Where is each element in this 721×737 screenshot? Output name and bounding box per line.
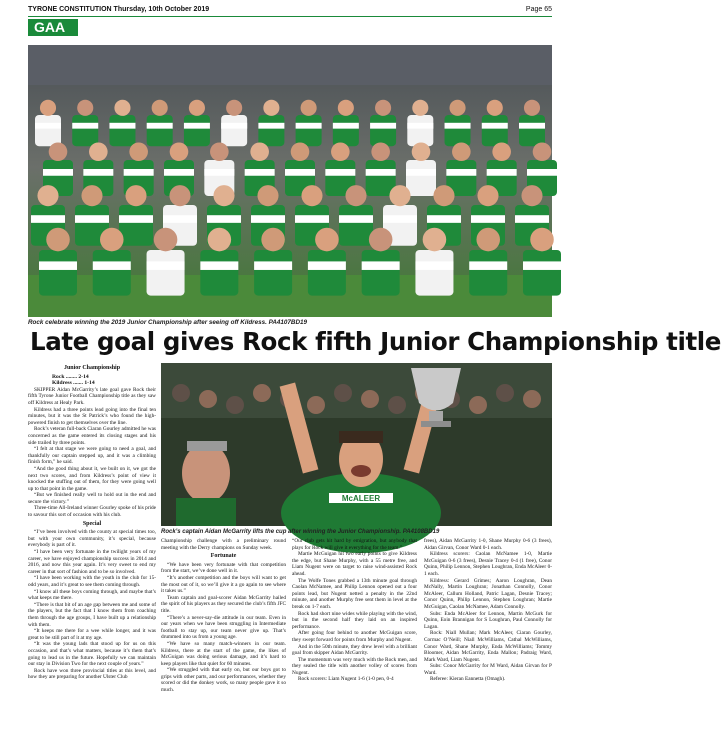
paragraph: “I’ve been involved with the county at special times too, but with your own community, it’s special, because everybody is part of it. — [28, 529, 156, 549]
photo1-caption: Rock celebrate winning the 2019 Junior Championship after seeing off Kildress. PA4107BD19 — [28, 319, 308, 326]
player-figure — [308, 250, 346, 296]
jersey-band — [339, 215, 373, 223]
player-head — [189, 100, 205, 116]
player-figure — [406, 160, 436, 196]
paragraph: “It’s another competition and the boys will want to get the most out of it, so we’ll give it a go again to see where it takes us.” — [161, 574, 286, 595]
jersey-band — [245, 169, 275, 176]
player-head — [49, 142, 68, 161]
player-figure — [109, 115, 135, 146]
player-figure — [407, 115, 433, 146]
jersey-band — [308, 261, 346, 270]
player-head — [477, 185, 498, 206]
jersey-band — [200, 261, 238, 270]
player-head — [125, 185, 146, 206]
score-rock: Rock ........ 2-14 — [52, 373, 89, 380]
player-head — [250, 142, 269, 161]
jersey-band — [164, 169, 194, 176]
article-column-3 — [292, 538, 417, 683]
player-head — [338, 100, 354, 116]
jersey-sponsor-text: McALEER — [341, 494, 381, 503]
jersey-band — [487, 169, 517, 176]
paragraph: “But we finished really well to hold out in the end and secure the victory.” — [28, 492, 156, 505]
player-figure — [519, 115, 545, 146]
player-head — [487, 100, 503, 116]
jersey-band — [221, 123, 247, 129]
score-kildress: Kildress ....... 1-14 — [52, 380, 95, 387]
paragraph: “I know all these boys coming through, and maybe that’s what keeps me there. — [28, 588, 156, 602]
player-figure — [72, 115, 98, 146]
paragraph: “We struggled with that early on, but our boys got to grips with other parts, and our performances, whether they scored or did the donkey work, so many people gave it so much. — [161, 667, 286, 694]
player-head — [369, 228, 393, 252]
player-head — [154, 228, 178, 252]
jersey-band — [366, 169, 396, 176]
subhead-special: Special — [82, 520, 102, 527]
player-head — [114, 100, 130, 116]
paragraph: The Wolfe Tones grabbed a 13th minute goal through Caolan McNamee, and Philip Lennon opened out a four points lead, but Nugent netted a penalty in the 22nd minute, and another Murphy free sent them in level at the break on 1-7 each. — [292, 577, 417, 610]
paragraph: Rock have won three provincial titles at this level, and how they are preparing for another Ulster Club — [28, 667, 156, 681]
player-head — [301, 185, 322, 206]
paragraph: Kildress had a three points lead going into the final ten minutes, but it was the St Patrick’s who found the high-powered finish to get themselves over the line. — [28, 406, 156, 426]
jersey-band — [296, 123, 322, 129]
player-figure — [296, 115, 322, 146]
jersey-band — [184, 123, 210, 129]
paragraph: Referee: Kieran Eannetta (Omagh). — [430, 676, 506, 683]
jersey-band — [370, 123, 396, 129]
player-head — [476, 228, 500, 252]
player-head — [100, 228, 124, 252]
article-column-4 — [424, 538, 552, 683]
paragraph: “And the good thing about it, we built on it, we got the next two scores, and from Kildress’s point of view it knocked the stuffing out of them, for they were going well up to that point in the game. — [28, 465, 156, 492]
player-figure — [119, 205, 153, 246]
photo2-caption: Rock’s captain Aidan McGarrity lifts the cup after winning the Junior Championship. PA4108BD19 — [161, 529, 440, 535]
player-head — [412, 100, 428, 116]
page-header — [28, 6, 552, 16]
fan-figure — [388, 396, 406, 414]
paragraph: Championship challenge with a preliminary round meeting with the Derry champions on Sunday week. — [161, 538, 286, 551]
player-head — [257, 185, 278, 206]
jersey-band — [147, 123, 173, 129]
fan-figure — [334, 384, 352, 402]
jersey-band — [254, 261, 292, 270]
player-figure — [333, 115, 359, 146]
fan-figure — [307, 396, 325, 414]
player-head — [433, 185, 454, 206]
player-figure — [469, 250, 507, 296]
paragraph: frees), Aidan McGarrity 1-0, Shane Murphy 0-6 (3 frees), Aidan Girvan, Conor Ward 0-1 each. — [424, 538, 552, 551]
jersey-band — [251, 215, 285, 223]
paragraph: Rock had short nine wides while playing with the wind, but in the second half they laid on an inspired performance. — [292, 610, 417, 630]
jersey-band — [407, 123, 433, 129]
captain-lifting-cup-photo — [161, 363, 552, 526]
header-rule — [28, 16, 552, 17]
player-head — [389, 185, 410, 206]
fan-figure — [523, 390, 541, 408]
jersey-band — [207, 215, 241, 223]
jersey-band — [124, 169, 154, 176]
fan-figure — [496, 384, 514, 402]
jersey-band — [333, 123, 359, 129]
fan-figure — [469, 396, 487, 414]
article-column-1 — [28, 363, 156, 681]
page-number: Page 65 — [525, 6, 552, 13]
paragraph: Rock’s veteran full-back Ciaran Gourley admitted he was concerned as the game entered its closing stages and his side trailed by three points. — [28, 426, 156, 446]
player-head — [452, 142, 471, 161]
player-head — [533, 142, 552, 161]
player-head — [301, 100, 317, 116]
paragraph: Team captain and goal-scorer Aidan McGarrity hailed the spirit of his players as they secured the club’s fifth JFC title. — [161, 594, 286, 614]
paragraph: “I have been working with the youth in the club for 15-odd years, and it’s great to see them coming through. — [28, 575, 156, 588]
paragraph: “We have been very fortunate with that competition from the start, we’ve done well in it. — [161, 561, 286, 575]
player-figure — [254, 250, 292, 296]
paragraph: Subs: Conor McGarrity for M Ward, Aidan Girvan for P Ward. — [424, 663, 552, 676]
jersey-band — [204, 169, 234, 176]
player-figure — [482, 115, 508, 146]
player-figure — [362, 250, 400, 296]
paragraph: Martie McGuigan hit two early points to give Kildress the edge, but Shane Murphy, with a 55 metre free, and Liam Nugent were on target to raise wind-assisted Rock ahead. — [292, 551, 417, 577]
jersey-band — [119, 215, 153, 223]
jersey-band — [83, 169, 113, 176]
jersey-band — [362, 261, 400, 270]
player-head — [210, 142, 229, 161]
player-head — [375, 100, 391, 116]
jersey-band — [31, 215, 65, 223]
player-figure — [200, 250, 238, 296]
paragraph: “I have been very fortunate in the twilight years of my career, we have enjoyed championship success in 2014 and 2016, and now this year again. It’s very sweet to end my career in that sort of fashion and to be so involved. — [28, 549, 156, 575]
paragraph: “We have so many match-winners in our team. Kildress, there at the start of the game, the likes of McGuigan was doing serious damage, and it’s hard to keep players like that quiet for 60 minutes. — [161, 640, 286, 667]
jersey-band — [43, 169, 73, 176]
player-head — [345, 185, 366, 206]
jersey-band — [527, 169, 557, 176]
paragraph: Kildress scorers: Caolan McNamee 1-0, Martie McGuigan 0-6 (3 frees), Desnie Tracey 0-4 (1 free), Conor Quinn, Philip Lennon, Stephen Loughran, Enda McAleer 0-1 each. — [424, 551, 552, 577]
jersey-band — [445, 123, 471, 129]
player-head — [315, 228, 339, 252]
paragraph: Subs: Enda McAleer for Lennon, Martin McGurk for Quinn, Eoin Brannigan for S Loughran, Paul Connolly for Lagan. — [424, 610, 552, 630]
player-figure — [258, 115, 284, 146]
player-head — [524, 100, 540, 116]
jersey-band — [523, 261, 561, 270]
paragraph: “It keeps me there for a wee while longer, and it was great to be still part of it at my age. — [28, 628, 156, 641]
publication-date: TYRONE CONSTITUTION Thursday, 10th October 2019 — [28, 6, 210, 13]
jersey-band — [469, 261, 507, 270]
article-column-2 — [161, 538, 286, 694]
jersey-band — [163, 215, 197, 223]
jersey-band — [406, 169, 436, 176]
player-head — [77, 100, 93, 116]
jersey-band — [325, 169, 355, 176]
player-head — [263, 100, 279, 116]
player-head — [412, 142, 431, 161]
player-figure — [147, 115, 173, 146]
player-figure — [445, 115, 471, 146]
paragraph: Three-time All-Ireland winner Gourley spoke of his pride to savour this sort of occasion with his club. — [28, 505, 156, 519]
player-head — [226, 100, 242, 116]
player-head — [291, 142, 310, 161]
jersey-band — [515, 215, 549, 223]
player-head — [81, 185, 102, 206]
player-figure — [523, 250, 561, 296]
jersey-band — [75, 215, 109, 223]
headline: Late goal gives Rock fifth Junior Championship title — [30, 327, 721, 356]
jersey-band — [383, 215, 417, 223]
fan-figure — [226, 396, 244, 414]
paragraph: After going four behind to another McGuigan score, they swept forward for points from Murphy and Nugent. — [292, 630, 417, 643]
jersey-band — [482, 123, 508, 129]
player-head — [371, 142, 390, 161]
paragraph: “Our club gets hit hard by emigration, but anybody that plays for Rock will give it everything for the team.” — [292, 538, 417, 551]
jersey-band — [427, 215, 461, 223]
jersey-band — [446, 169, 476, 176]
player-head — [530, 228, 554, 252]
player-head — [213, 185, 234, 206]
fan-figure — [199, 390, 217, 408]
player-figure — [35, 115, 61, 146]
jersey-band — [415, 261, 453, 270]
fan-figure — [172, 384, 190, 402]
fan-figure — [253, 384, 271, 402]
paragraph: “There is that bit of an age gap between me and some of the players, but the fact that I know them from coaching them through the age groups, I have built up a relationship with them. — [28, 601, 156, 628]
player-head — [46, 228, 70, 252]
player-head — [261, 228, 285, 252]
player-figure — [147, 250, 185, 296]
paragraph: “There’s a never-say-die attitude in our team. Even in our years when we have been struggling in Intermediate football to stay up, our team never give up. That’s drummed into us from a young age. — [161, 614, 286, 641]
player-head — [89, 142, 108, 161]
paragraph: And in the 50th minute, they drew level with a brilliant goal from skipper Aidan McGarrity. — [292, 643, 417, 657]
section-tag: GAA — [28, 19, 78, 36]
player-head — [423, 228, 447, 252]
player-figure — [415, 250, 453, 296]
jersey-band — [285, 169, 315, 176]
player-figure — [370, 115, 396, 146]
jersey-band — [93, 261, 131, 270]
paragraph: “I felt at that stage we were going to need a goal, and thankfully our captain stepped up, and it was a climbing finish form,” he said. — [28, 446, 156, 466]
player-head — [449, 100, 465, 116]
jersey-band — [147, 261, 185, 270]
jersey-band — [39, 261, 77, 270]
subhead-fortunate: Fortunate — [210, 553, 237, 560]
team-celebration-photo — [28, 45, 552, 317]
paragraph: “It was the young lads that stood up for us on this occasion, and that’s what matters, because it’s them that’s going to lead us in the future. Hopefully we can maintain our stay in Division Two for the next couple of years.” — [28, 641, 156, 668]
paragraph: Rock scorers: Liam Nugent 1-6 (1-0 pen, 0-4 — [298, 676, 394, 683]
player-head — [170, 142, 189, 161]
jersey-band — [258, 123, 284, 129]
paragraph: Rock: Niall Mullan; Mark McAleer, Ciaran Gourley, Cormac O’Neill; Niall McWilliams, Cathal McWilliams, Conor Ward, Shane Murphy, Enda McWilliams; Tommy Bloomer, Aidan McGarrity, Enda Mallon; Padraig Ward, Mark Ward, Liam Nugent. — [424, 630, 552, 663]
player-head — [208, 228, 232, 252]
jersey-band — [471, 215, 505, 223]
jersey-band — [519, 123, 545, 129]
player-head — [169, 185, 190, 206]
jersey-band — [35, 123, 61, 129]
player-figure — [339, 205, 373, 246]
player-head — [152, 100, 168, 116]
player-head — [331, 142, 350, 161]
paragraph: Kildress: Gerard Grimes; Aaron Loughran, Dean McNally, Martin Loughran; Jonathan Connolly, Conor McAleer, Callum Holland, Patric Lagan, Desnie Tracey; Conor Quinn, Philip Lennon, Stephen Loughran; Martie McGuigan, Caolan McNamee, Adam Connolly. — [424, 577, 552, 610]
jersey-band — [72, 123, 98, 129]
fan-figure — [361, 390, 379, 408]
paragraph: The momentum was very much with the Rock men, and they sealed the title with another volley of scores from Nugent. — [292, 656, 417, 676]
player-head — [521, 185, 542, 206]
player-head — [492, 142, 511, 161]
player-figure — [221, 115, 247, 146]
paragraph: SKIPPER Aidan McGarrity’s late goal gave Rock their fifth Tyrone Junior Football Championship title as they saw off Kildress at Healy Park. — [28, 386, 156, 406]
player-figure — [184, 115, 210, 146]
player-head — [37, 185, 58, 206]
player-figure — [39, 250, 77, 296]
player-head — [129, 142, 148, 161]
subhead-junior-championship: Junior Championship — [63, 365, 121, 371]
jersey-band — [295, 215, 329, 223]
player-head — [40, 100, 56, 116]
jersey-band — [109, 123, 135, 129]
player-figure — [93, 250, 131, 296]
